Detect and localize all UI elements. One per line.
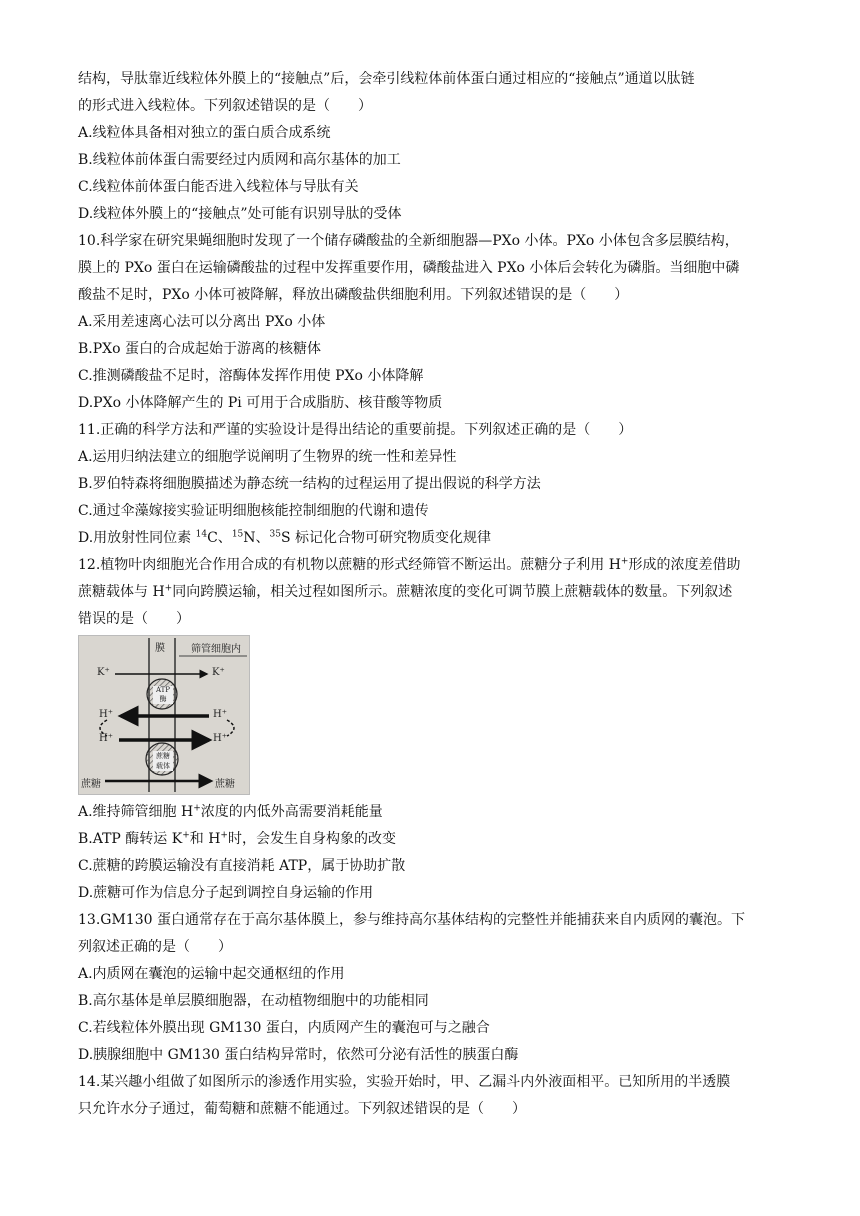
q14-stem-line-2: 只允许水分子通过，葡萄糖和蔗糖不能通过。下列叙述错误的是（ ）	[78, 1101, 526, 1117]
q11-stem: 11.正确的科学方法和严谨的实验设计是得出结论的重要前提。下列叙述正确的是（ ）	[78, 422, 633, 438]
q13-option-c: C.若线粒体外膜出现 GM130 蛋白，内质网产生的囊泡可与之融合	[78, 1020, 490, 1036]
q11-option-c: C.通过伞藻嫁接实验证明细胞核能控制细胞的代谢和遗传	[78, 503, 429, 519]
q12-option-d: D.蔗糖可作为信息分子起到调控自身运输的作用	[78, 885, 374, 901]
h-right-top-label: H⁺	[213, 709, 227, 720]
q10-stem-line-1: 10.科学家在研究果蝇细胞时发现了一个储存磷酸盐的全新细胞器—PXo 小体。PXo 小体包含多层膜结构，	[78, 233, 739, 249]
atp-enzyme-label: ATP 酶	[153, 686, 173, 704]
q10-option-d: D.PXo 小体降解产生的 Pi 可用于合成脂肪、核苷酸等物质	[78, 395, 443, 411]
q13-option-b: B.高尔基体是单层膜细胞器，在动植物细胞中的功能相同	[78, 993, 429, 1009]
q9-option-a: A.线粒体具备相对独立的蛋白质合成系统	[78, 125, 331, 141]
q14-stem-line-1: 14.某兴趣小组做了如图所示的渗透作用实验，实验开始时，甲、乙漏斗内外液面相平。已知所用的半透膜	[78, 1074, 731, 1090]
q10-option-b: B.PXo 蛋白的合成起始于游离的核糖体	[78, 341, 322, 357]
q11-option-b: B.罗伯特森将细胞膜描述为静态统一结构的过程运用了提出假说的科学方法	[78, 476, 541, 492]
q9-option-c: C.线粒体前体蛋白能否进入线粒体与导肽有关	[78, 179, 359, 195]
q13-stem-line-1: 13.GM130 蛋白通常存在于高尔基体膜上，参与维持高尔基体结构的完整性并能捕获来自内质网的囊泡。下	[78, 912, 745, 928]
sucrose-left-label: 蔗糖	[81, 779, 101, 790]
q11-option-a: A.运用归纳法建立的细胞学说阐明了生物界的统一性和差异性	[78, 449, 457, 465]
inside-cell-label: 筛管细胞内	[191, 644, 241, 655]
h-left-top-label: H⁺	[99, 709, 113, 720]
exam-page	[78, 66, 788, 1123]
q10-option-c: C.推测磷酸盐不足时，溶酶体发挥作用使 PXo 小体降解	[78, 368, 424, 384]
q9-stem-line-1: 结构，导肽靠近线粒体外膜上的“接触点”后，会牵引线粒体前体蛋白通过相应的“接触点”通道以肽链	[78, 71, 695, 87]
q9-option-b: B.线粒体前体蛋白需要经过内质网和高尔基体的加工	[78, 152, 401, 168]
q9-stem-line-2: 的形式进入线粒体。下列叙述错误的是（ ）	[78, 98, 372, 114]
membrane-label: 膜	[155, 643, 165, 654]
q13-option-d: D.胰腺细胞中 GM130 蛋白结构异常时，依然可分泌有活性的胰蛋白酶	[78, 1047, 519, 1063]
q13-option-a: A.内质网在囊泡的运输中起交通枢纽的作用	[78, 966, 345, 982]
h-left-bottom-label: H⁺	[99, 733, 113, 744]
sucrose-transport-figure	[78, 635, 250, 795]
q9-option-d: D.线粒体外膜上的“接触点”处可能有识别导肽的受体	[78, 206, 402, 222]
sucrose-right-label: 蔗糖	[215, 779, 235, 790]
q10-stem-line-3: 酸盐不足时，PXo 小体可被降解，释放出磷酸盐供细胞利用。下列叙述错误的是（ ）	[78, 287, 629, 303]
q12-option-c: C.蔗糖的跨膜运输没有直接消耗 ATP，属于协助扩散	[78, 858, 406, 874]
k-left-label: K⁺	[97, 667, 110, 678]
q12-stem-line-2: 蔗糖载体与 H+同向跨膜运输，相关过程如图所示。蔗糖浓度的变化可调节膜上蔗糖载体的数量。下列叙述	[78, 583, 733, 600]
k-right-label: K⁺	[212, 667, 225, 678]
h-right-bottom-label: H⁺	[213, 733, 227, 744]
q12-stem-line-3: 错误的是（ ）	[78, 611, 190, 627]
q12-option-b: B.ATP 酶转运 K+和 H+时，会发生自身构象的改变	[78, 830, 396, 847]
q10-option-a: A.采用差速离心法可以分离出 PXo 小体	[78, 314, 326, 330]
sucrose-carrier-label: 蔗糖 载体	[153, 751, 173, 771]
q11-option-d: D.用放射性同位素 $^{14}$C、$^{15}$N、$^{35}$S 标记化合物可研究物质变化规律	[78, 529, 492, 546]
q12-stem-line-1: 12.植物叶肉细胞光合作用合成的有机物以蔗糖的形式经筛管不断运出。蔗糖分子利用 H+形成的浓度差借助	[78, 556, 741, 573]
q13-stem-line-2: 列叙述正确的是（ ）	[78, 939, 232, 955]
q12-option-a: A.维持筛管细胞 H+浓度的内低外高需要消耗能量	[78, 803, 383, 820]
q10-stem-line-2: 膜上的 PXo 蛋白在运输磷酸盐的过程中发挥重要作用，磷酸盐进入 PXo 小体后会转化为磷脂。当细胞中磷	[78, 260, 740, 276]
